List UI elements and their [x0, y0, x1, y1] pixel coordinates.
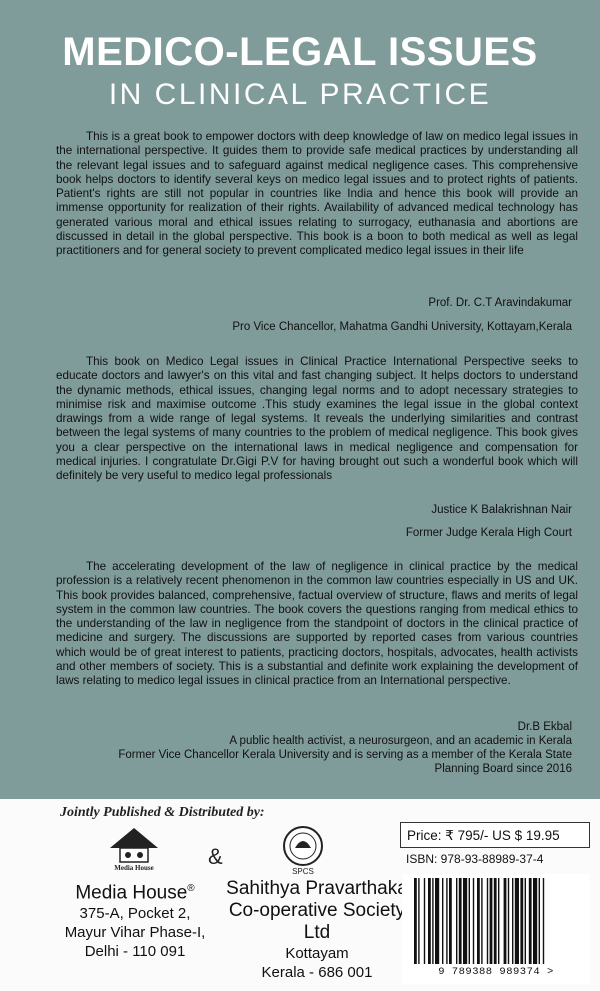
barcode-bar: [449, 878, 452, 964]
barcode-bar: [424, 878, 425, 964]
endorsement-3-role-3: Planning Board since 2016: [434, 763, 572, 775]
endorsement-1-text: This is a great book to empower doctors with deep knowledge of law on medico legal issues in the international perspective. It guides them to provide safe medical practices by understanding all the relevant legal issues and to safeguard against medical negligence cases. This comprehensive book helps doctors to identify several keys on medico legal issues and to protect rights of patients. Patient's rights are still not popular in countries like India and hence this book will provide an immense opportunity for realization of their rights. Availability of advanced medical technology has generated various moral and ethical issues relating to surrogacy, euthanasia and abortions are discussed in detail in the global perspective. This book is a boon to both medical as well as legal practitioners and for general society to prevent complicated medico legal issues in their life: [56, 130, 578, 258]
barcode-bar: [533, 878, 537, 964]
barcode-bar: [543, 878, 544, 964]
barcode-bar: [442, 878, 443, 964]
publisher-2-name-2: Co-operative Society Ltd: [228, 900, 406, 943]
endorsement-1-name: Prof. Dr. C.T Aravindakumar: [428, 297, 572, 309]
ampersand: &: [208, 844, 223, 869]
endorsement-3-role-2: Former Vice Chancellor Kerala University and is serving as a member of the Kerala State: [118, 749, 572, 761]
barcode-bar: [446, 878, 447, 964]
publisher-1-name: Media House: [75, 882, 188, 904]
publisher-1-address-1: 375-A, Pocket 2,: [79, 905, 191, 923]
barcode-bar: [428, 878, 431, 964]
publisher-2-address-1: Kottayam: [285, 945, 349, 962]
barcode-bar: [456, 878, 457, 964]
barcode-bar: [469, 878, 470, 964]
endorsement-3-text: The accelerating development of the law of negligence in clinical practice by the medical profession is a relatively recent phenomenon in the common law countries especially in US and UK. This book provides balanced, comprehensive, factual overview of structure, flaws and merits of legal system in the common law countries. The book covers the questions ranging from medical ethics to the understanding of the law in negligence from the standpoint of doctors in the clinical practice of medicine and surgery. The discussions are supported by reported cases from various countries which would be of great interest to patients, practicing doctors, hospitals, advocates, health activists and other members of society. This is a substantial and definite work explaining the development of laws relating to medico legal issues in clinical practice from an International perspective.: [56, 560, 578, 688]
barcode-bar: [435, 878, 439, 964]
media-house-logo-icon: [108, 826, 160, 872]
endorsement-2-text: This book on Medico Legal issues in Clinical Practice International Perspective seeks to educate doctors and lawyer's on this vital and fast changing subject. It helps doctors to understand the dynamic methods, ethical issues, changing legal norms and to adopt necessary strategies to minimise risk and maximise outcome .This study examines the legal issue in the global context drawings from a wide range of legal systems. It reveals the underlying similarities and contrast between the legal systems of many countries to the problem of medical negligence. This book gives you a clear perspective on the international laws in medical negligence and compensation for medical injuries. I congratulate Dr.Gigi P.V for having brought out such a wonderful book which will definitely be very useful to medico legal professionals: [56, 355, 578, 483]
endorsement-3-role-1: A public health activist, a neurosurgeon, and an academic in Kerala: [229, 735, 572, 747]
barcode-bar: [512, 878, 513, 964]
media-house-logo-text: Media House: [114, 864, 154, 872]
barcode-bar: [494, 878, 497, 964]
barcode-bar: [539, 878, 540, 964]
publisher-1-address-3: Delhi - 110 091: [84, 943, 186, 961]
barcode-bar: [473, 878, 474, 964]
isbn: ISBN: 978-93-88989-37-4: [406, 852, 544, 866]
spcs-logo-icon: [272, 824, 334, 876]
barcode-bar: [508, 878, 509, 964]
endorsement-2-role: Former Judge Kerala High Court: [405, 527, 572, 539]
price-box: Price: ₹ 795/- US $ 19.95: [400, 822, 590, 848]
endorsement-3-name: Dr.B Ekbal: [517, 721, 572, 733]
barcode-bar: [515, 878, 519, 964]
barcode-digits: 9 789388 989374 >: [438, 966, 554, 978]
barcode-bar: [520, 878, 523, 964]
barcode-bar: [487, 878, 488, 964]
barcode-bar: [490, 878, 493, 964]
publisher-2-name-1: Sahithya Pravarthaka: [226, 878, 408, 899]
publisher-2: [222, 878, 412, 982]
barcode-bar: [432, 878, 433, 964]
barcode-bar: [418, 878, 419, 964]
title-line-2: IN CLINICAL PRACTICE: [108, 78, 492, 111]
publisher-1: [60, 878, 210, 961]
barcode-bar: [504, 878, 507, 964]
barcode-bar: [459, 878, 462, 964]
publisher-2-address-2: Kerala - 686 001: [261, 964, 373, 981]
endorsement-1-role: Pro Vice Chancellor, Mahatma Gandhi University, Kottayam,Kerala: [232, 321, 572, 333]
endorsement-2-name: Justice K Balakrishnan Nair: [431, 504, 572, 516]
barcode-bar: [414, 878, 417, 964]
barcode-bar: [481, 878, 482, 964]
registered-mark: ®: [187, 883, 195, 894]
publisher-heading: Jointly Published & Distributed by:: [60, 805, 265, 820]
barcode-bar: [498, 878, 499, 964]
spcs-logo-text: SPCS: [292, 867, 314, 876]
barcode-bar: [477, 878, 480, 964]
publisher-1-address-2: Mayur Vihar Phase-I,: [64, 924, 206, 942]
barcode-bar: [463, 878, 467, 964]
barcode-bar: [529, 878, 532, 964]
barcode-bar: [525, 878, 526, 964]
title-line-1: MEDICO-LEGAL ISSUES: [62, 30, 538, 74]
